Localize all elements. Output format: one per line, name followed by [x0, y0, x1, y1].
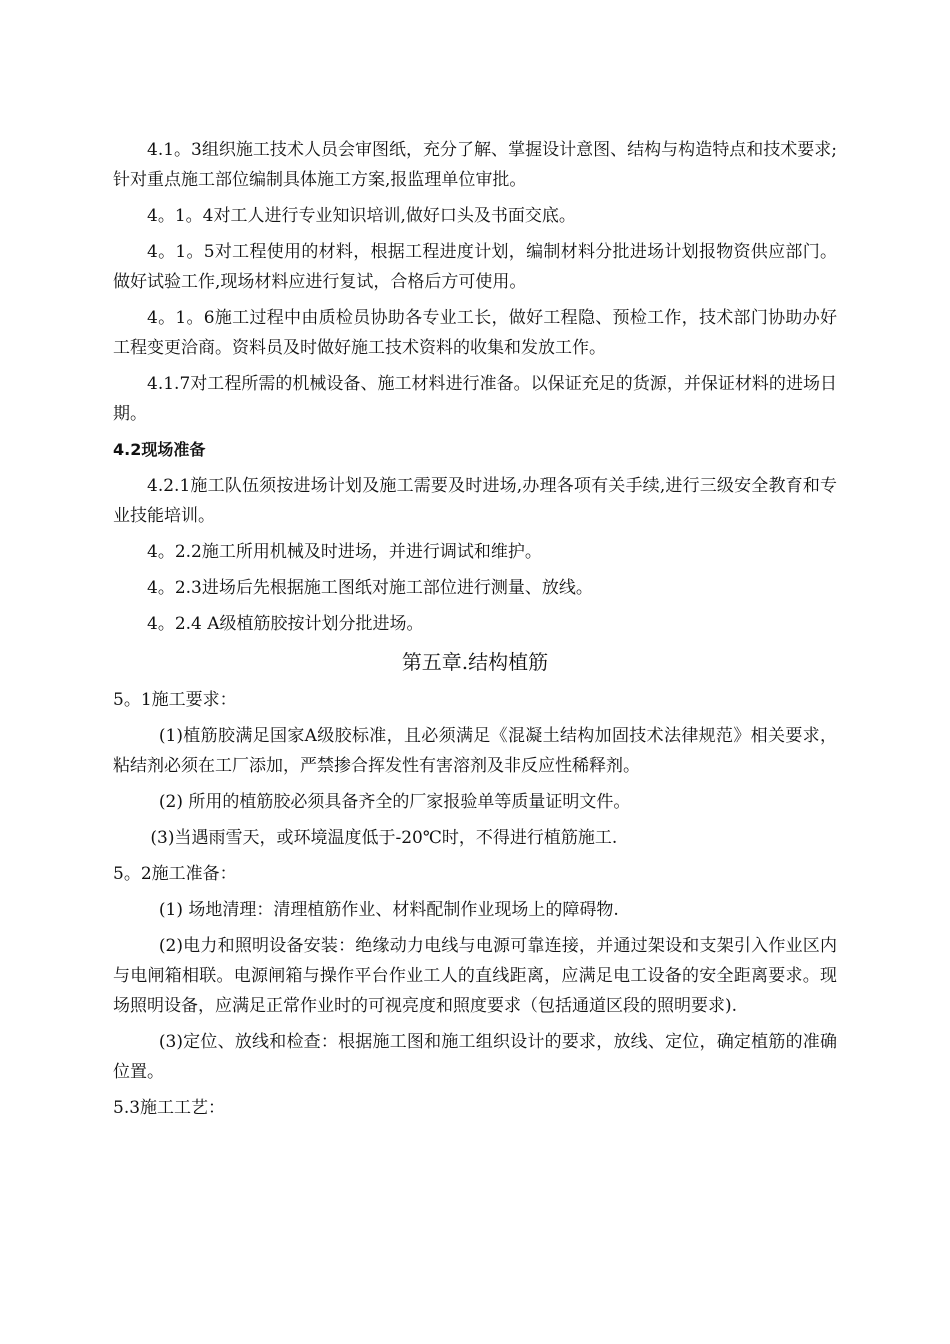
section-5-3-title: 5.3施工工艺：: [113, 1098, 226, 1118]
paragraph-4-1-3: 4.1。3组织施工技术人员会审图纸，充分了解、掌握设计意图、结构与构造特点和技术要求;针对重点施工部位编制具体施工方案,报监理单位审批。: [113, 140, 837, 190]
paragraph-4-2-4: 4。2.4 A级植筋胶按计划分批进场。: [147, 614, 424, 634]
document-body: [113, 135, 837, 1129]
paragraph-5-1-2: (2) 所用的植筋胶必须具备齐全的厂家报验单等质量证明文件。: [158, 792, 631, 812]
paragraph-5-2-3: (3)定位、放线和检查：根据施工图和施工组织设计的要求，放线、定位，确定植筋的准确位置。: [113, 1032, 837, 1082]
paragraph-4-2-3: 4。2.3进场后先根据施工图纸对施工部位进行测量、放线。: [147, 578, 593, 598]
paragraph-4-1-7: 4.1.7对工程所需的机械设备、施工材料进行准备。以保证充足的货源，并保证材料的进场日期。: [113, 374, 837, 424]
paragraph-4-2-1: 4.2.1施工队伍须按进场计划及施工需要及时进场,办理各项有关手续,进行三级安全教育和专业技能培训。: [113, 476, 837, 526]
section-5-2-title: 5。2施工准备：: [113, 864, 237, 884]
chapter-title: 第五章.结构植筋: [401, 650, 549, 674]
heading-4-2: 4.2现场准备: [113, 440, 206, 459]
paragraph-4-1-5: 4。1。5对工程使用的材料，根据工程进度计划，编制材料分批进场计划报物资供应部门。做好试验工作,现场材料应进行复试，合格后方可使用。: [113, 242, 837, 292]
paragraph-5-1-1: (1)植筋胶满足国家A级胶标准，且必须满足《混凝土结构加固技术法律规范》相关要求，粘结剂必须在工厂添加，严禁掺合挥发性有害溶剂及非反应性稀释剂。: [113, 726, 837, 776]
paragraph-5-2-1: (1) 场地清理：清理植筋作业、材料配制作业现场上的障碍物.: [158, 900, 619, 920]
paragraph-4-1-4: 4。1。4对工人进行专业知识培训,做好口头及书面交底。: [147, 206, 576, 226]
paragraph-4-1-6: 4。1。6施工过程中由质检员协助各专业工长，做好工程隐、预检工作，技术部门协助办好工程变更洽商。资料员及时做好施工技术资料的收集和发放工作。: [113, 308, 837, 358]
paragraph-4-2-2: 4。2.2施工所用机械及时进场，并进行调试和维护。: [147, 542, 542, 562]
paragraph-5-2-2: (2)电力和照明设备安装：绝缘动力电线与电源可靠连接，并通过架设和支架引入作业区内与电闸箱相联。电源闸箱与操作平台作业工人的直线距离，应满足电工设备的安全距离要求。现场照明设备，应满足正常作业时的可视亮度和照度要求（包括通道区段的照明要求).: [113, 936, 837, 1016]
paragraph-5-1-3: (3)当遇雨雪天，或环境温度低于-20℃时，不得进行植筋施工.: [150, 828, 618, 848]
section-5-1-title: 5。1施工要求：: [113, 690, 237, 710]
